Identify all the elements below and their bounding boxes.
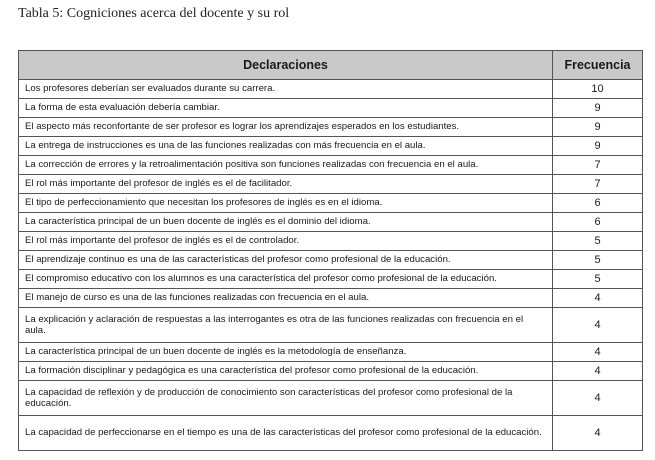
table-row <box>19 362 643 381</box>
statement-cell: La corrección de errores y la retroalimentación positiva son funciones realizadas con frecuencia en el aula. <box>19 156 553 175</box>
frequency-cell: 7 <box>553 156 643 175</box>
table-row <box>19 308 643 343</box>
statement-cell: La forma de esta evaluación debería cambiar. <box>19 99 553 118</box>
frequency-cell: 9 <box>553 137 643 156</box>
table-row <box>19 343 643 362</box>
statement-cell: La entrega de instrucciones es una de las funciones realizadas con más frecuencia en el aula. <box>19 137 553 156</box>
table-row <box>19 251 643 270</box>
frequency-cell: 5 <box>553 270 643 289</box>
statement-cell: El compromiso educativo con los alumnos es una característica del profesor como profesional de la educación. <box>19 270 553 289</box>
frequency-cell: 4 <box>553 343 643 362</box>
cognitions-table <box>18 50 643 451</box>
frequency-cell: 10 <box>553 80 643 99</box>
frequency-cell: 4 <box>553 308 643 343</box>
table-row <box>19 137 643 156</box>
header-row <box>19 51 643 80</box>
table-row <box>19 194 643 213</box>
statement-cell: La formación disciplinar y pedagógica es una característica del profesor como profesional de la educación. <box>19 362 553 381</box>
frequency-cell: 9 <box>553 118 643 137</box>
frequency-cell: 4 <box>553 362 643 381</box>
frequency-cell: 7 <box>553 175 643 194</box>
table-row <box>19 156 643 175</box>
table-row <box>19 118 643 137</box>
statement-cell: La capacidad de reflexión y de producción de conocimiento son características del profesor como profesional de la educación. <box>19 381 553 416</box>
frequency-cell: 4 <box>553 416 643 451</box>
table-row <box>19 99 643 118</box>
table-row <box>19 381 643 416</box>
statement-cell: El manejo de curso es una de las funciones realizadas con frecuencia en el aula. <box>19 289 553 308</box>
frequency-cell: 6 <box>553 213 643 232</box>
frequency-cell: 9 <box>553 99 643 118</box>
table-row <box>19 232 643 251</box>
table-row <box>19 416 643 451</box>
statement-cell: El aspecto más reconfortante de ser profesor es lograr los aprendizajes esperados en los estudiantes. <box>19 118 553 137</box>
statement-cell: La característica principal de un buen docente de inglés es el dominio del idioma. <box>19 213 553 232</box>
frequency-cell: 4 <box>553 289 643 308</box>
statement-cell: El rol más importante del profesor de inglés es el de controlador. <box>19 232 553 251</box>
statement-cell: El tipo de perfeccionamiento que necesitan los profesores de inglés es en el idioma. <box>19 194 553 213</box>
table-row <box>19 175 643 194</box>
table-row <box>19 80 643 99</box>
statement-cell: El aprendizaje continuo es una de las características del profesor como profesional de la educación. <box>19 251 553 270</box>
header-declaraciones: Declaraciones <box>19 51 553 80</box>
frequency-cell: 5 <box>553 232 643 251</box>
table-row <box>19 289 643 308</box>
statement-cell: La capacidad de perfeccionarse en el tiempo es una de las características del profesor como profesional de la educación. <box>19 416 553 451</box>
header-frecuencia: Frecuencia <box>553 51 643 80</box>
table-row <box>19 270 643 289</box>
frequency-cell: 4 <box>553 381 643 416</box>
frequency-cell: 5 <box>553 251 643 270</box>
frequency-cell: 6 <box>553 194 643 213</box>
statement-cell: Los profesores deberían ser evaluados durante su carrera. <box>19 80 553 99</box>
table-caption: Tabla 5: Cogniciones acerca del docente y su rol <box>18 6 290 21</box>
statement-cell: La característica principal de un buen docente de inglés es la metodología de enseñanza. <box>19 343 553 362</box>
table-row <box>19 213 643 232</box>
statement-cell: El rol más importante del profesor de inglés es el de facilitador. <box>19 175 553 194</box>
statement-cell: La explicación y aclaración de respuestas a las interrogantes es otra de las funciones realizadas con frecuencia en el aula. <box>19 308 553 343</box>
